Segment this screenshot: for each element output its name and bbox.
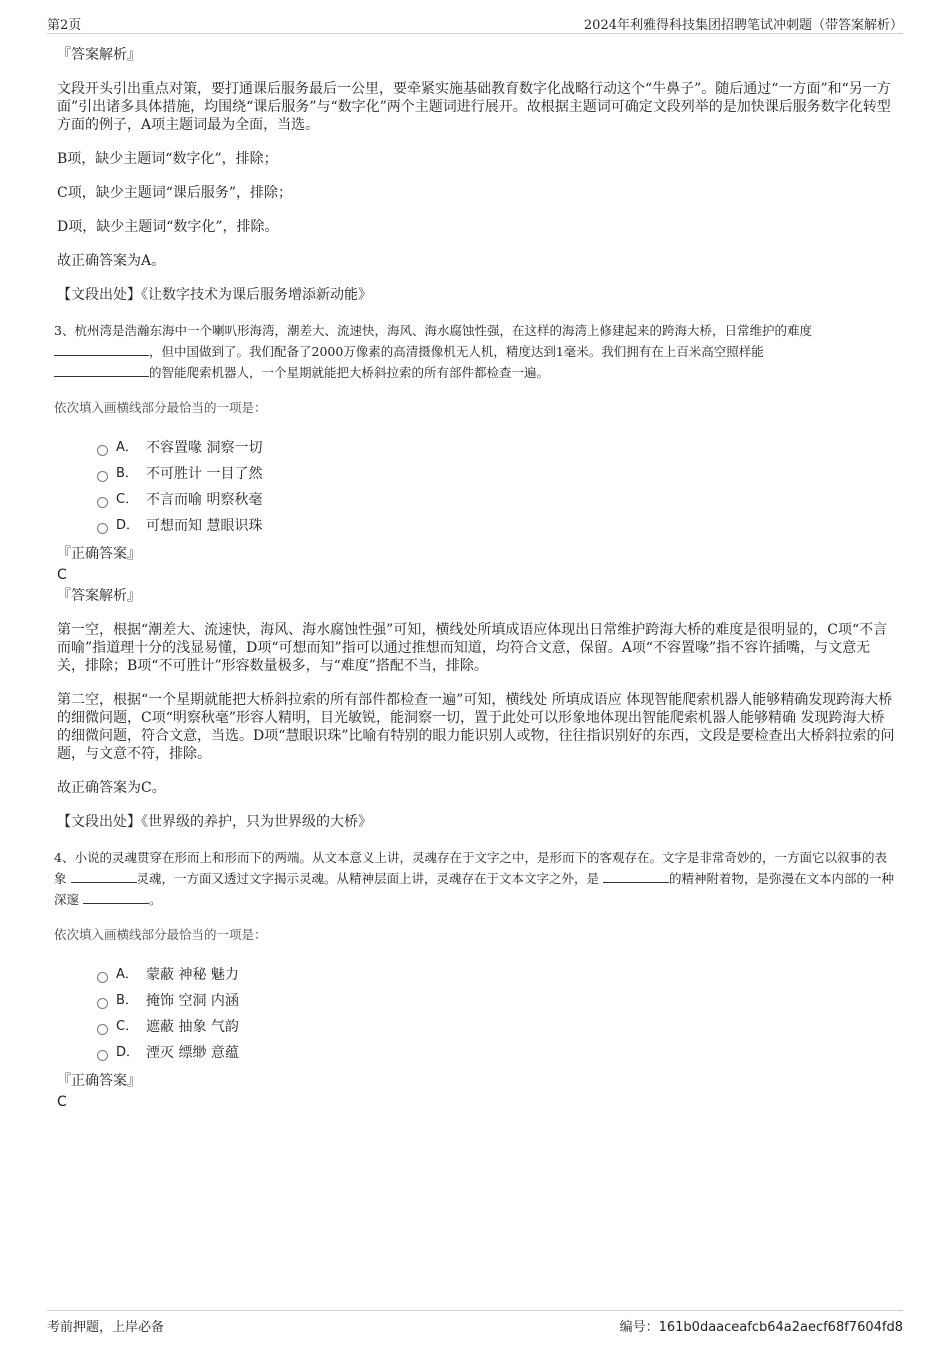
option-letter: D． xyxy=(116,1045,140,1060)
q4-option-d[interactable] xyxy=(97,1040,897,1066)
q4-stem-part-c: 的精神附着物，是弥漫在文本内部的一种深邃 xyxy=(54,871,895,907)
document-code xyxy=(620,1316,903,1335)
q4-stem-part-a: 4、小说的灵魂贯穿在形而上和形而下的两端。从文本意义上讲，灵魂存在于文字之中，是形而下的客观存在。文字是非常奇妙的，一方面它以叙事的表象 xyxy=(54,850,887,886)
q2-analysis-p3: C项，缺少主题词“课后服务”，排除； xyxy=(57,185,293,201)
option-text: 蒙蔽 神秘 魅力 xyxy=(146,967,239,983)
q4-blank-1 xyxy=(71,869,137,883)
q3-stem-part-c: 的智能爬索机器人，一个星期就能把大桥斜拉索的所有部件都检查一遍。 xyxy=(149,365,550,380)
radio-icon[interactable] xyxy=(97,471,108,482)
q3-source: 【文段出处】《世界级的养护，只为世界级的大桥》 xyxy=(57,814,372,830)
radio-icon[interactable] xyxy=(97,972,108,983)
q3-stem xyxy=(54,320,897,383)
q3-analysis-p1: 第一空，根据“潮差大、流速快，海风、海水腐蚀性强”可知，横线处所填成语应体现出日常维护跨海大桥的难度是很明显的，C项“不言而喻”指道理十分的浅显易懂，D项“可想而知”指可以通过推想而知道，均符合文意，保留。A项“不容置喙”指不容许插嘴，与文意无关，排除；B项“不可胜计”形容数量极多，与“难度”搭配不当，排除。 xyxy=(57,622,888,674)
q4-option-a[interactable] xyxy=(97,962,897,988)
q2-analysis-p2: B项，缺少主题词“数字化”，排除； xyxy=(57,151,278,167)
q3-option-b[interactable] xyxy=(97,461,897,487)
q3-option-d[interactable] xyxy=(97,513,897,539)
q3-analysis-label: 『答案解析』 xyxy=(57,588,141,604)
q4-stem xyxy=(54,847,897,910)
q3-option-c[interactable] xyxy=(97,487,897,513)
page-number: 第2页 xyxy=(47,18,82,33)
option-letter: A． xyxy=(116,440,138,455)
option-text: 遮蔽 抽象 气韵 xyxy=(146,1019,239,1035)
document-title: 2024年利雅得科技集团招聘笔试冲刺题（带答案解析） xyxy=(583,18,903,33)
radio-icon[interactable] xyxy=(97,998,108,1009)
q4-stem-part-d: 。 xyxy=(149,892,162,907)
q3-stem-part-a: 3、杭州湾是浩瀚东海中一个喇叭形海湾，潮差大、流速快，海风、海水腐蚀性强，在这样的海湾上修建起来的跨海大桥，日常维护的难度 xyxy=(54,323,812,338)
q3-option-a[interactable] xyxy=(97,435,897,461)
option-letter: A． xyxy=(116,967,138,982)
q3-blank-1 xyxy=(54,342,149,356)
q3-answer-label: 『正确答案』 xyxy=(57,546,141,562)
radio-icon[interactable] xyxy=(97,1024,108,1035)
q2-analysis-p1: 文段开头引出重点对策，要打通课后服务最后一公里，要牵紧实施基础教育数字化战略行动这个“牛鼻子”。随后通过“一方面”和“另一方面”引出诸多具体措施，均围绕“课后服务”与“数字化”两个主题词进行展开。故根据主题词可确定文段列举的是加快课后服务数字化转型方面的例子，A项主题词最为全面，当选。 xyxy=(57,81,891,133)
option-text: 不言而喻 明察秋毫 xyxy=(146,492,263,508)
option-text: 可想而知 慧眼识珠 xyxy=(146,518,263,534)
q4-prompt: 依次填入画横线部分最恰当的一项是： xyxy=(54,927,267,942)
q4-blank-3 xyxy=(83,890,149,904)
page-footer xyxy=(47,1310,903,1334)
radio-icon[interactable] xyxy=(97,497,108,508)
q2-source: 【文段出处】《让数字技术为课后服务增添新动能》 xyxy=(57,287,372,303)
q3-stem-part-b: ，但中国做到了。我们配备了2000万像素的高清摄像机无人机，精度达到1毫米。我们拥有在上百米高空照样能 xyxy=(149,344,764,359)
q4-blank-2 xyxy=(603,869,669,883)
radio-icon[interactable] xyxy=(97,1050,108,1061)
q2-conclusion: 故正确答案为A。 xyxy=(57,253,166,269)
q4-answer-label: 『正确答案』 xyxy=(57,1073,141,1089)
q3-conclusion: 故正确答案为C。 xyxy=(57,780,166,796)
q3-prompt: 依次填入画横线部分最恰当的一项是： xyxy=(54,400,267,415)
radio-icon[interactable] xyxy=(97,445,108,456)
footer-slogan: 考前押题，上岸必备 xyxy=(47,1320,165,1335)
q3-answer: C xyxy=(57,567,67,583)
option-letter: C． xyxy=(116,1019,139,1034)
q3-analysis-p2: 第二空，根据“一个星期就能把大桥斜拉索的所有部件都检查一遍”可知，横线处 所填成语应 体现智能爬索机器人能够精确发现跨海大桥的细微问题，C项“明察秋毫”形容人精明，目光敏锐，能洞察一切，置于此处可以形象地体现出智能爬索机器人能够精确 发现跨海大桥的细微问题，符合文意，当选。D项“慧眼识珠”比喻有特别的眼力能识别人或物，往往指识别好的东西，文段是要检查出大桥斜拉索的问题，与文意不符，排除。 xyxy=(57,692,895,762)
option-letter: C． xyxy=(116,492,139,507)
option-text: 不容置喙 洞察一切 xyxy=(146,440,263,456)
option-text: 不可胜计 一目了然 xyxy=(146,466,263,482)
q4-option-b[interactable] xyxy=(97,988,897,1014)
code-label: 编号： xyxy=(619,1320,659,1335)
q4-option-c[interactable] xyxy=(97,1014,897,1040)
q4-options xyxy=(97,962,897,1066)
document-body xyxy=(54,46,897,1114)
option-letter: B． xyxy=(116,993,138,1008)
q2-analysis-p4: D项，缺少主题词“数字化”，排除。 xyxy=(57,219,279,235)
q4-answer: C xyxy=(57,1094,67,1110)
q4-stem-part-b: 灵魂，一方面又透过文字揭示灵魂。从精神层面上讲，灵魂存在于文本文字之外，是 xyxy=(136,871,600,886)
code-value: 161b0daaceafcb64a2aecf68f7604fd8 xyxy=(658,1320,903,1335)
q3-blank-2 xyxy=(54,363,149,377)
option-text: 掩饰 空洞 内涵 xyxy=(146,993,239,1009)
q3-options xyxy=(97,435,897,539)
page-header xyxy=(47,12,903,34)
option-text: 湮灭 缥缈 意蕴 xyxy=(146,1045,239,1061)
q2-analysis-label: 『答案解析』 xyxy=(57,47,141,63)
radio-icon[interactable] xyxy=(97,523,108,534)
option-letter: B． xyxy=(116,466,138,481)
option-letter: D． xyxy=(116,518,140,533)
